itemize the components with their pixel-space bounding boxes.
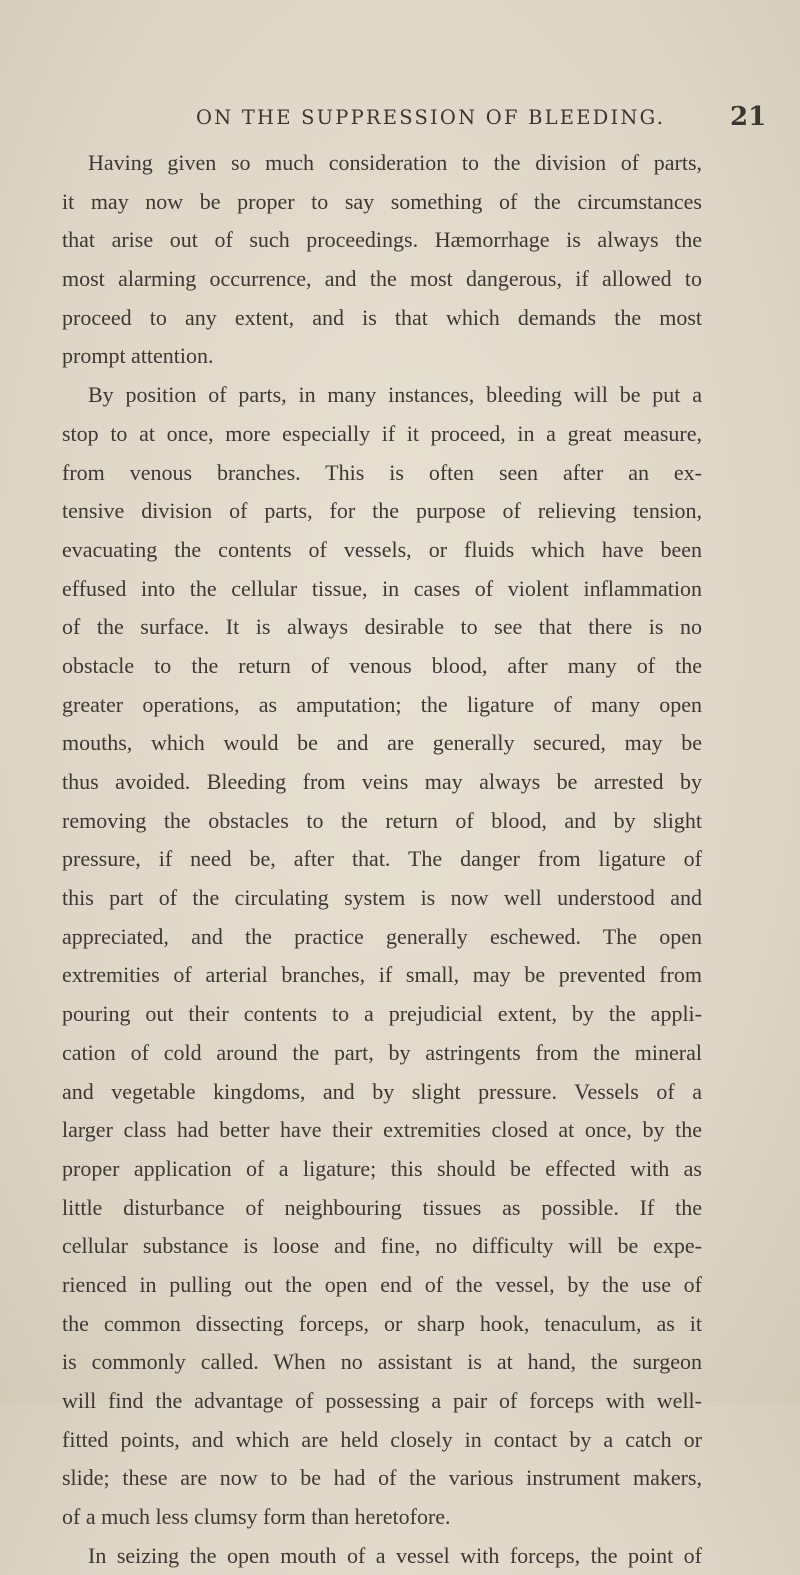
text-line: of the surface. It is always desirable to see that there is no <box>62 614 702 640</box>
text-line: is commonly called. When no assistant is at hand, the surgeon <box>62 1349 702 1375</box>
text-line: proceed to any extent, and is that which demands the most <box>62 304 702 330</box>
text-line: extremities of arterial branches, if small, may be prevented from <box>62 962 702 988</box>
text-line: obstacle to the return of venous blood, after many of the <box>62 652 702 678</box>
text-line: cation of cold around the part, by astringents from the mineral <box>62 1039 702 1065</box>
text-line: thus avoided. Bleeding from veins may always be arrested by <box>62 769 702 794</box>
text-line: that arise out of such proceedings. Hæmorrhage is always the <box>62 227 702 253</box>
text-line: proper application of a ligature; this should be effected with as <box>62 1155 702 1181</box>
text-line: fitted points, and which are held closely in contact by a catch or <box>62 1426 702 1452</box>
text-line: removing the obstacles to the return of blood, and by slight <box>62 807 702 833</box>
text-line: mouths, which would be and are generally secured, may be <box>62 730 702 756</box>
text-line: pressure, if need be, after that. The danger from ligature of <box>62 846 702 872</box>
text-line: pouring out their contents to a prejudicial extent, by the appli- <box>62 1001 702 1027</box>
text-line: the common dissecting forceps, or sharp hook, tenaculum, as it <box>62 1310 702 1336</box>
text-line: most alarming occurrence, and the most dangerous, if allowed to <box>62 266 702 292</box>
text-line: it may now be proper to say something of the circumstances <box>62 188 702 214</box>
text-line: effused into the cellular tissue, in cases of violent inflammation <box>62 575 702 601</box>
text-line: little disturbance of neighbouring tissues as possible. If the <box>62 1194 702 1220</box>
body-text <box>62 144 702 1575</box>
text-line: from venous branches. This is often seen after an ex- <box>62 459 702 485</box>
text-line: evacuating the contents of vessels, or fluids which have been <box>62 536 702 562</box>
text-line: greater operations, as amputation; the ligature of many open <box>62 691 702 717</box>
text-line: By position of parts, in many instances, bleeding will be put a <box>88 382 702 408</box>
text-line: Having given so much consideration to the division of parts, <box>88 150 702 175</box>
running-title: ON THE SUPPRESSION OF BLEEDING. <box>196 106 666 129</box>
running-head <box>0 102 800 142</box>
text-line: prompt attention. <box>62 343 214 369</box>
text-line: of a much less clumsy form than heretofore. <box>62 1504 451 1530</box>
text-line: appreciated, and the practice generally eschewed. The open <box>62 923 702 949</box>
text-line: larger class had better have their extremities closed at once, by the <box>62 1117 702 1143</box>
page-number: 21 <box>730 102 767 132</box>
text-line: and vegetable kingdoms, and by slight pressure. Vessels of a <box>62 1078 702 1104</box>
text-line: cellular substance is loose and fine, no difficulty will be expe- <box>62 1233 702 1259</box>
text-line: will find the advantage of possessing a pair of forceps with well- <box>62 1388 702 1413</box>
text-line: tensive division of parts, for the purpose of relieving tension, <box>62 498 702 524</box>
text-line: this part of the circulating system is now well understood and <box>62 885 702 911</box>
text-line: slide; these are now to be had of the various instrument makers, <box>62 1465 702 1491</box>
text-line: stop to at once, more especially if it proceed, in a great measure, <box>62 420 702 446</box>
text-line: In seizing the open mouth of a vessel with forceps, the point of <box>88 1542 702 1568</box>
text-line: rienced in pulling out the open end of the vessel, by the use of <box>62 1271 702 1297</box>
